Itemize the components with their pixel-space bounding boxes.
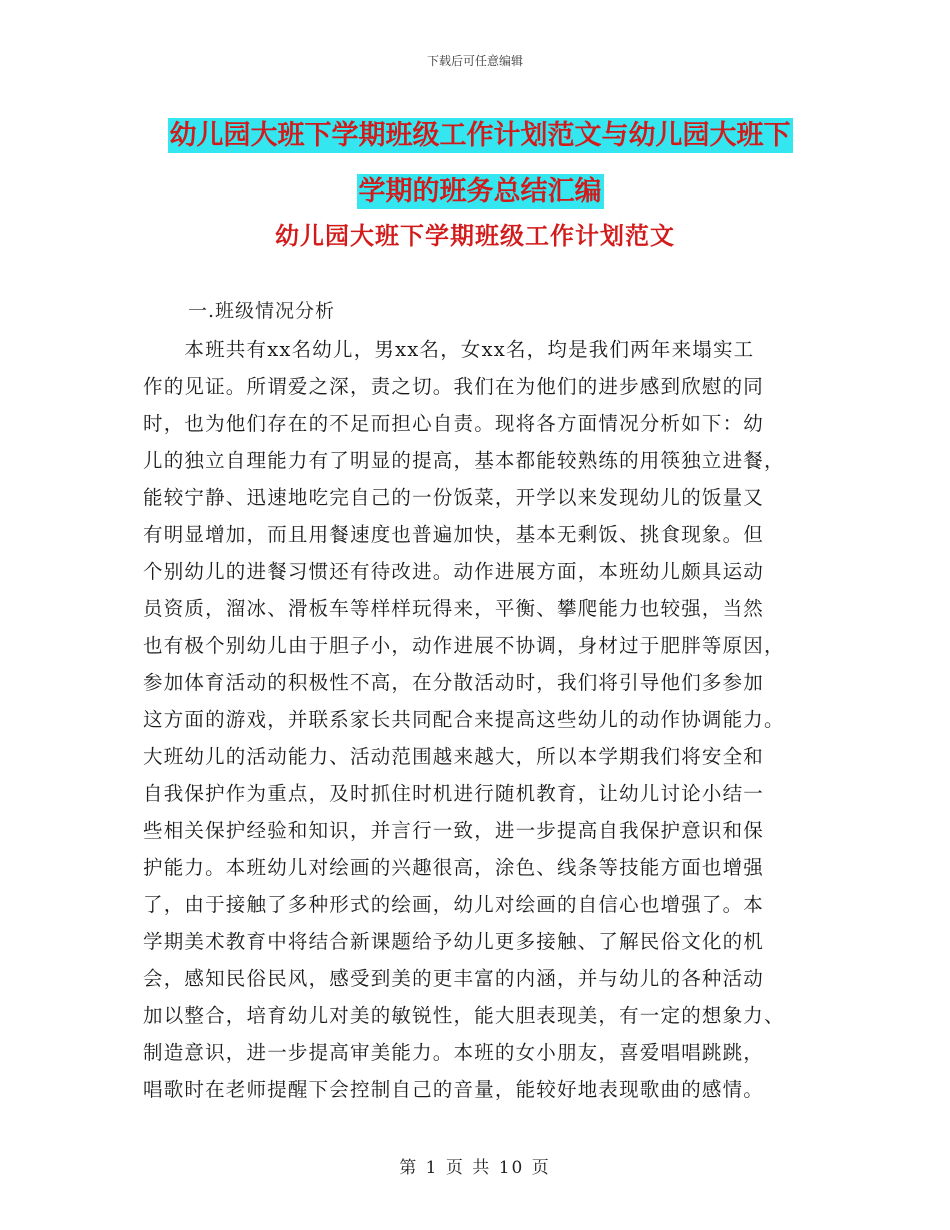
body-line: 能较宁静、迅速地吃完自己的一份饭菜，开学以来发现幼儿的饭量又 [143, 486, 765, 509]
body-line: 这方面的游戏，并联系家长共同配合来提高这些幼儿的动作协调能力。 [143, 708, 785, 731]
document-title [140, 108, 820, 220]
body-line: 大班幼儿的活动能力、活动范围越来越大，所以本学期我们将安全和 [143, 745, 765, 768]
body-line: 学期美术教育中将结合新课题给予幼儿更多接触、了解民俗文化的机 [143, 930, 765, 953]
body-line: 员资质，溜冰、滑板车等样样玩得来，平衡、攀爬能力也较强，当然 [143, 597, 765, 620]
body-line: 了，由于接触了多种形式的绘画，幼儿对绘画的自信心也增强了。本 [143, 893, 765, 916]
header-note: 下载后可任意编辑 [426, 54, 523, 68]
body-line: 会，感知民俗民风，感受到美的更丰富的内涵，并与幼儿的各种活动 [143, 967, 765, 990]
body-paragraph [143, 331, 803, 1108]
body-line: 儿的独立自理能力有了明显的提高，基本都能较熟练的用筷独立进餐， [143, 449, 785, 472]
section-heading: 一.班级情况分析 [188, 300, 336, 322]
title-line-2 [140, 164, 820, 220]
body-line: 制造意识，进一步提高审美能力。本班的女小朋友，喜爱唱唱跳跳， [143, 1041, 765, 1064]
body-line: 本班共有xx名幼儿，男xx名，女xx名，均是我们两年来塌实工 [143, 338, 755, 361]
body-line: 作的见证。所谓爱之深，责之切。我们在为他们的进步感到欣慰的同 [143, 375, 765, 398]
section-title: 幼儿园大班下学期班级工作计划范文 [275, 222, 675, 250]
body-line: 唱歌时在老师提醒下会控制自己的音量，能较好地表现歌曲的感情。 [143, 1078, 765, 1101]
body-line: 个别幼儿的进餐习惯还有待改进。动作进展方面，本班幼儿颇具运动 [143, 560, 765, 583]
title-highlight-2: 学期的班务总结汇编 [358, 176, 602, 207]
body-line: 有明显增加，而且用餐速度也普遍加快，基本无剩饭、挑食现象。但 [143, 523, 765, 546]
body-line: 加以整合，培育幼儿对美的敏锐性，能大胆表现美，有一定的想象力、 [143, 1004, 785, 1027]
page-footer: 第 1 页 共 10 页 [399, 1158, 551, 1178]
title-highlight-1: 幼儿园大班下学期班级工作计划范文与幼儿园大班下 [169, 120, 791, 151]
body-line: 时，也为他们存在的不足而担心自责。现将各方面情况分析如下：幼 [143, 412, 765, 435]
title-line-1 [140, 108, 820, 164]
body-line: 参加体育活动的积极性不高，在分散活动时，我们将引导他们多参加 [143, 671, 765, 694]
body-line: 自我保护作为重点，及时抓住时机进行随机教育，让幼儿讨论小结一 [143, 782, 765, 805]
body-line: 些相关保护经验和知识，并言行一致，进一步提高自我保护意识和保 [143, 819, 765, 842]
body-line: 护能力。本班幼儿对绘画的兴趣很高，涂色、线条等技能方面也增强 [143, 856, 765, 879]
body-line: 也有极个别幼儿由于胆子小，动作进展不协调，身材过于肥胖等原因， [143, 634, 785, 657]
